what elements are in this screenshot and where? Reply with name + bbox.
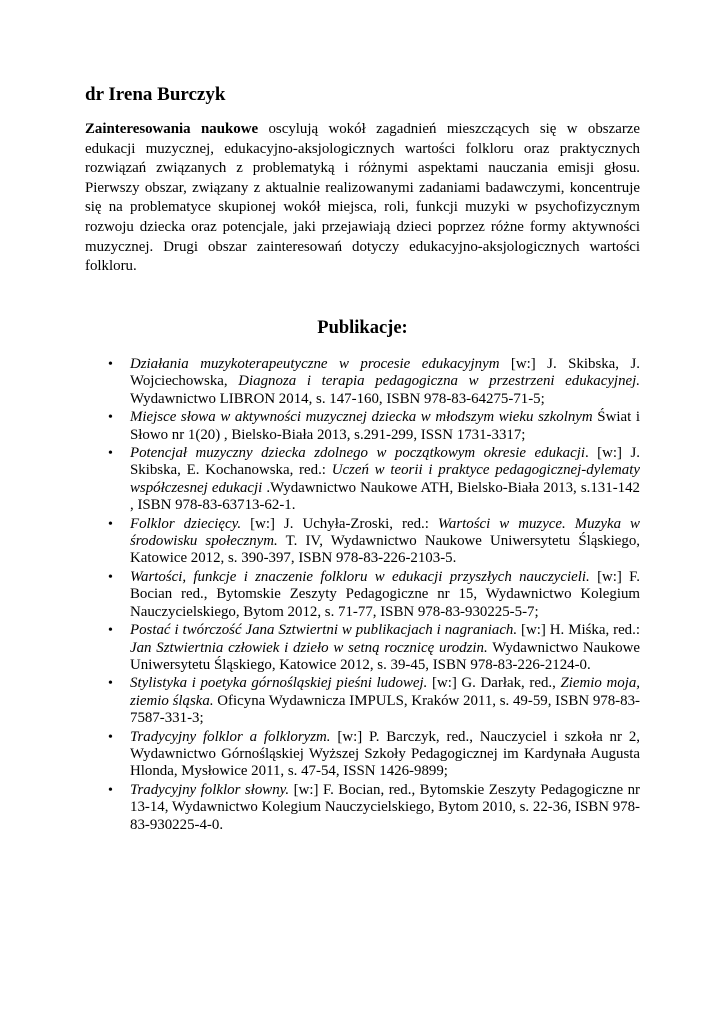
publication-title: Miejsce słowa w aktywności muzycznej dziecka w młodszym wieku szkolnym xyxy=(130,409,593,426)
publication-item xyxy=(110,622,640,674)
publication-source-title: Wartości w muzyce. Muzyka w środowisku społecznym. xyxy=(130,515,640,550)
publication-item xyxy=(110,675,640,727)
bullet-icon: • xyxy=(108,623,113,639)
publication-text: [w:] J. Uchyła-Zroski, red.: xyxy=(241,515,438,532)
publication-details: Wydawnictwo LIBRON 2014, s. 147-160, ISBN 978-83-64275-71-5; xyxy=(130,390,545,407)
publication-title: Tradycyjny folklor słowny. xyxy=(130,781,290,798)
publication-text: [w:] P. Barczyk, red., Nauczyciel i szkoła nr 2, Wydawnictwo Górnośląskiej Wyższej Szkoły Pedagogicznej im Kardynała Augusta Hlonda, Mysłowice 2011, s. 47-54, ISSN 1426-9899; xyxy=(130,728,640,780)
bullet-icon: • xyxy=(108,569,113,585)
author-name: dr Irena Burczyk xyxy=(85,84,226,105)
bullet-icon: • xyxy=(108,446,113,462)
publication-title: Potencjał muzyczny dziecka zdolnego w początkowym okresie edukacji xyxy=(130,445,585,462)
publication-title: Postać i twórczość Jana Sztwiertni w publikacjach i nagraniach. xyxy=(130,622,518,639)
publication-source-title: Diagnoza i terapia pedagogiczna w przestrzeni edukacyjnej. xyxy=(238,373,640,390)
publication-item xyxy=(110,782,640,834)
research-interests-lead: Zainteresowania naukowe xyxy=(85,121,259,137)
publication-details: .Wydawnictwo Naukowe ATH, Bielsko-Biała 2013, s.131-142 , ISBN 978-83-63713-62-1. xyxy=(130,479,640,514)
bullet-icon: • xyxy=(108,782,113,798)
publication-item xyxy=(110,445,640,515)
bullet-icon: • xyxy=(108,410,113,426)
publication-title: Wartości, funkcje i znaczenie folkloru w edukacji przyszłych nauczycieli. xyxy=(130,568,590,585)
publication-title: Działania muzykoterapeutyczne w procesie edukacyjnym xyxy=(130,356,500,372)
bullet-icon: • xyxy=(108,729,113,745)
publication-item xyxy=(110,356,640,408)
publication-item xyxy=(110,569,640,621)
publication-details: Oficyna Wydawnicza IMPULS, Kraków 2011, s. 49-59, ISBN 978-83-7587-331-3; xyxy=(130,692,640,727)
publication-item xyxy=(110,409,640,444)
publication-item xyxy=(110,729,640,781)
publication-item xyxy=(110,516,640,568)
publication-text: [w:] G. Darłak, red., xyxy=(427,675,561,692)
bullet-icon: • xyxy=(108,357,113,372)
publication-title: Tradycyjny folklor a folkloryzm. xyxy=(130,728,331,745)
publication-details: T. IV, Wydawnictwo Naukowe Uniwersytetu Śląskiego, Katowice 2012, s. 390-397, ISBN 978-83-226-2103-5. xyxy=(130,533,640,567)
publications-list xyxy=(110,356,640,835)
bullet-icon: • xyxy=(108,516,113,532)
publication-source-title: Uczeń w teorii i praktyce pedagogicznej-dylematy współczesnej edukacji xyxy=(130,462,640,496)
publication-source-title: Ziemio moja, ziemio śląska. xyxy=(130,675,641,709)
publication-text: [w:] F. Bocian, red., Bytomskie Zeszyty Pedagogiczne nr 13-14, Wydawnictwo Kolegium Nauczycielskiego, Bytom 2010, s. 22-36, ISBN 978-83-930225-4-0. xyxy=(130,781,641,833)
publication-source-title: Jan Sztwiertnia człowiek i dzieło w setną rocznicę urodzin. xyxy=(130,639,488,656)
publication-text: . [w:] J. Skibska, E. Kochanowska, red.: xyxy=(130,445,640,479)
publication-title: Stylistyka i poetyka górnośląskiej pieśni ludowej. xyxy=(130,675,428,692)
publication-details: Wydawnictwo Naukowe Uniwersytetu Śląskiego, Katowice 2012, s. 39-45, ISBN 978-83-226-2124-0. xyxy=(130,639,640,673)
publication-text: [w:] H. Miśka, red.: xyxy=(517,622,640,639)
bullet-icon: • xyxy=(108,676,113,692)
publications-heading: Publikacje: xyxy=(317,318,408,338)
publication-text: Świat i Słowo nr 1(20) , Bielsko-Biała 2013, s.291-299, ISSN 1731-3317; xyxy=(130,409,640,443)
publication-text: [w:] F. Bocian red., Bytomskie Zeszyty Pedagogiczne nr 15, Wydawnictwo Kolegium Nauczycielskiego, Bytom 2012, s. 71-77, ISBN 978-83-930225-5-7; xyxy=(130,568,640,620)
research-interests-paragraph xyxy=(85,120,640,277)
research-interests-text: oscylują wokół zagadnień mieszczących się w obszarze edukacji muzycznej, edukacyjno-aksjologicznych wartości folkloru oraz praktycznych rozwiązań związanych z problematyką i różnymi aspektami nauczania emisji głosu. Pierwszy obszar, związany z aktualnie realizowanymi zadaniami badawczymi, koncentruje się na problematyce skupionej wokół miejsca, roli, funkcji muzyki w psychofizycznym rozwoju dziecka oraz potencjale, jaki przejawiają dzieci poprzez różne formy aktywności muzycznej. Drugi obszar zainteresowań dotyczy edukacyjno-aksjologicznych wartości folkloru. xyxy=(85,121,640,275)
publication-text: [w:] J. Skibska, J. Wojciechowska, xyxy=(130,356,640,390)
publication-title: Folklor dziecięcy. xyxy=(130,515,242,532)
